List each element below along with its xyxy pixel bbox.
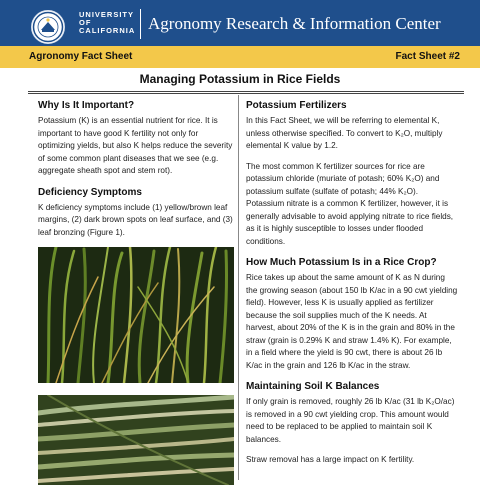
title-rule [28, 91, 464, 92]
university-line-2: OF [79, 18, 92, 27]
fact-sheet-number: Fact Sheet #2 [395, 51, 460, 62]
rice-plants-photo [38, 247, 234, 383]
section-text-soil-k-2: Straw removal has a large impact on K fertility. [246, 455, 415, 464]
section-text-potassium-amount: Rice takes up about the same amount of K as N during the growing season (about 150 lb K/ac in a 90 cwt yielding field). However, less K is usually applied as fertilizer because the soil supplies much of the K needs. At harvest, about 20% of the K is in the grain and 80% in the straw (grain is 0.29% K and straw 1.4% K). For example, in a field where the yield is 90 cwt, there is about 26 lb K/ac in the grain and 126 lb K/ac in the straw. [246, 273, 458, 370]
university-name [79, 11, 135, 35]
section-heading-potassium-amount: How Much Potassium Is in a Rice Crop? [246, 257, 437, 268]
section-heading-importance: Why Is It Important? [38, 100, 135, 111]
uc-seal-icon [31, 10, 65, 44]
right-column [246, 99, 458, 475]
section-text-fertilizers-2: The most common K fertilizer sources for rice are potassium chloride (muriate of potash; 60% K₂O) and potassium sulfate (sulfate of potash; 44% K₂O). Potassium nitrate is a common K fertilizer, however, it is generally advisable to avoid applying nitrate to rice fields, as it is highly susceptible to losses under flooded conditions. [246, 161, 454, 246]
fact-sheet-label: Agronomy Fact Sheet [29, 51, 133, 62]
fact-sheet-bar [0, 46, 480, 68]
header-divider [140, 9, 141, 39]
section-text-importance: Potassium (K) is an essential nutrient for rice. It is important to have good K fertility not only for optimizing yields, but also K helps reduce the severity of some common plant diseases that we see (e.g. aggregate sheath spot and stem rot). [38, 116, 233, 175]
section-text-fertilizers-1: In this Fact Sheet, we will be referring to elemental K, unless otherwise specified. To convert to K₂O, multiply elemental K value by 1.2. [246, 116, 443, 150]
section-heading-deficiency: Deficiency Symptoms [38, 186, 142, 198]
center-name: Agronomy Research & Information Center [148, 14, 441, 33]
rice-leaves-photo [38, 395, 234, 485]
university-line-3: CALIFORNIA [79, 26, 136, 35]
left-column [38, 99, 234, 485]
section-text-soil-k-1: If only grain is removed, roughly 26 lb K/ac (31 lb K₂O/ac) is removed in a 90 cwt yielding crop. This amount would need to be replaced to be applied to maintain soil K balances. [246, 397, 455, 444]
header-bar [0, 0, 480, 46]
section-heading-soil-k: Maintaining Soil K Balances [246, 381, 380, 392]
section-text-deficiency: K deficiency symptoms include (1) yellow/brown leaf margins, (2) dark brown spots on leaf surface, and (3) leaf bronzing (Figure 1). [38, 202, 233, 237]
column-divider [238, 95, 239, 480]
section-heading-fertilizers: Potassium Fertilizers [246, 100, 347, 111]
university-line-1: UNIVERSITY [79, 10, 135, 19]
title-rule-2 [28, 93, 464, 94]
page-title: Managing Potassium in Rice Fields [139, 72, 341, 86]
